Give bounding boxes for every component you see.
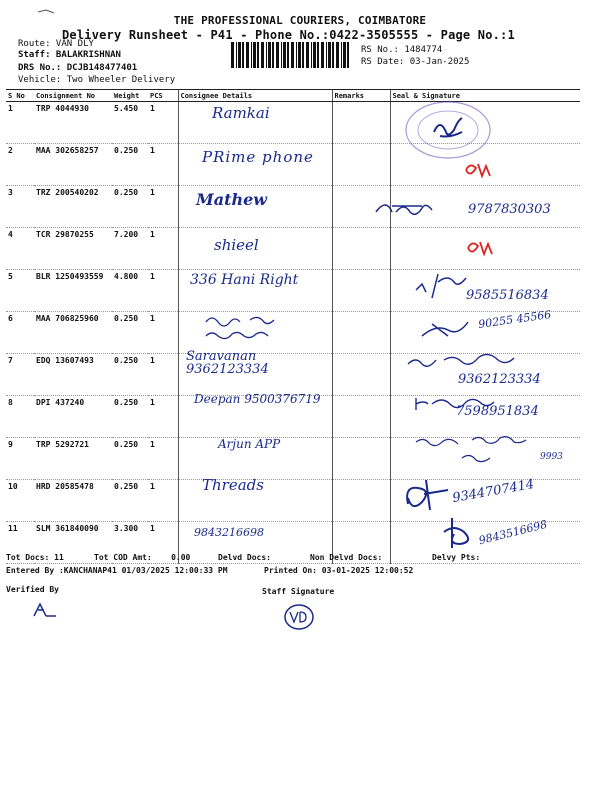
cell-pcs: 1 bbox=[148, 480, 178, 522]
cell-remarks-area bbox=[332, 270, 390, 312]
consignee-hw-8: Deepan 9500376719 bbox=[194, 392, 321, 406]
cell-cno: TRZ 200540202 bbox=[34, 186, 112, 228]
delivered-docs: Delvd Docs: bbox=[218, 553, 271, 562]
cell-weight: 0.250 bbox=[112, 480, 148, 522]
col-remarks: Remarks bbox=[332, 90, 390, 102]
runsheet-subtitle: Delivery Runsheet - P41 - Phone No.:0422-3505555 - Page No.:1 bbox=[62, 28, 515, 42]
cell-pcs: 1 bbox=[148, 312, 178, 354]
cell-pcs: 1 bbox=[148, 396, 178, 438]
cell-cno: BLR 1250493559 bbox=[34, 270, 112, 312]
cell-cno: EDQ 13607493 bbox=[34, 354, 112, 396]
entered-by: Entered By :KANCHANAP41 01/03/2025 12:00:33 PM bbox=[6, 566, 228, 575]
delivery-stamp bbox=[400, 96, 500, 160]
cell-weight: 0.250 bbox=[112, 354, 148, 396]
rs-number: RS No.: 1484774 bbox=[361, 45, 443, 55]
cell-cno: MAA 302658257 bbox=[34, 144, 112, 186]
cell-cno: MAA 706825960 bbox=[34, 312, 112, 354]
signature-3 bbox=[372, 196, 442, 220]
signature-10 bbox=[398, 474, 458, 514]
cell-remarks-area bbox=[332, 438, 390, 480]
route-label: Route: VAN DLY bbox=[18, 39, 94, 49]
cell-cno: TRP 5292721 bbox=[34, 438, 112, 480]
cell-weight: 7.200 bbox=[112, 228, 148, 270]
seal-phone-9: 9993 bbox=[540, 452, 563, 462]
consignee-hw-2: PRime phone bbox=[202, 148, 314, 166]
seal-phone-3: 9787830303 bbox=[468, 202, 551, 217]
seal-phone-5: 9585516834 bbox=[466, 288, 549, 303]
cell-cno: SLM 361840090 bbox=[34, 522, 112, 564]
cell-sno: 5 bbox=[6, 270, 34, 312]
verified-by-label: Verified By bbox=[6, 585, 59, 594]
cell-weight: 0.250 bbox=[112, 312, 148, 354]
cell-weight: 0.250 bbox=[112, 186, 148, 228]
cell-pcs: 1 bbox=[148, 102, 178, 144]
delivery-points: Delvy Pts: bbox=[432, 553, 481, 562]
company-title: THE PROFESSIONAL COURIERS, COIMBATORE bbox=[173, 14, 427, 27]
cell-remarks-area bbox=[332, 354, 390, 396]
consignee-hw-3: Mathew bbox=[196, 190, 268, 209]
cell-sno: 8 bbox=[6, 396, 34, 438]
cell-pcs: 1 bbox=[148, 144, 178, 186]
consignee-hw-11: 9843216698 bbox=[194, 526, 264, 539]
cell-remarks-area bbox=[332, 480, 390, 522]
cell-weight: 3.300 bbox=[112, 522, 148, 564]
seal-phone-8: 7598951834 bbox=[456, 404, 539, 419]
col-sno: S No bbox=[6, 90, 34, 102]
rs-date: RS Date: 03-Jan-2025 bbox=[361, 57, 470, 67]
cell-remarks-area bbox=[332, 312, 390, 354]
cell-weight: 0.250 bbox=[112, 438, 148, 480]
non-delivered-docs: Non Delvd Docs: bbox=[310, 553, 383, 562]
cell-cno: TRP 4044930 bbox=[34, 102, 112, 144]
total-docs: Tot Docs: 11 bbox=[6, 553, 64, 562]
cell-pcs: 1 bbox=[148, 270, 178, 312]
col-weight: Weight bbox=[112, 90, 148, 102]
cell-pcs: 1 bbox=[148, 522, 178, 564]
cell-pcs: 1 bbox=[148, 228, 178, 270]
consignee-hw-7: Saravanan 9362123334 bbox=[186, 349, 269, 377]
staff-signature-label: Staff Signature bbox=[262, 587, 335, 596]
cell-sno: 6 bbox=[6, 312, 34, 354]
seal-phone-10: 9344707414 bbox=[451, 476, 536, 507]
consignee-hw-10: Threads bbox=[202, 476, 264, 494]
cell-remarks-area bbox=[332, 144, 390, 186]
red-mark-4 bbox=[462, 236, 502, 260]
cell-pcs: 1 bbox=[148, 354, 178, 396]
signature-7 bbox=[404, 350, 554, 372]
cell-remarks-area bbox=[332, 228, 390, 270]
cell-sno: 7 bbox=[6, 354, 34, 396]
col-consignment: Consignment No bbox=[34, 90, 112, 102]
staff-signature-mark bbox=[282, 602, 316, 632]
vehicle-label: Vehicle: Two Wheeler Delivery bbox=[18, 75, 176, 85]
cell-sno: 2 bbox=[6, 144, 34, 186]
seal-phone-6: 90255 45566 bbox=[477, 307, 553, 332]
col-consignee: Consignee Details bbox=[178, 90, 332, 102]
cell-cno: DPI 437240 bbox=[34, 396, 112, 438]
cell-pcs: 1 bbox=[148, 186, 178, 228]
seal-phone-11: 9843516698 bbox=[477, 517, 549, 548]
printed-on: Printed On: 03-01-2025 12:00:52 bbox=[264, 566, 414, 575]
cell-sno: 9 bbox=[6, 438, 34, 480]
cell-cno: TCR 29870255 bbox=[34, 228, 112, 270]
cell-cno: HRD 20585478 bbox=[34, 480, 112, 522]
cell-weight: 0.250 bbox=[112, 144, 148, 186]
red-mark-2 bbox=[460, 156, 500, 180]
col-seal: Seal & Signature bbox=[390, 90, 580, 102]
cell-sno: 1 bbox=[6, 102, 34, 144]
col-pcs: PCS bbox=[148, 90, 178, 102]
cell-weight: 5.450 bbox=[112, 102, 148, 144]
consignee-hw-9: Arjun APP bbox=[218, 437, 281, 451]
total-cod: Tot COD Amt: 0.00 bbox=[94, 553, 191, 562]
cell-sno: 11 bbox=[6, 522, 34, 564]
consignee-hw-5: 336 Hani Right bbox=[190, 272, 299, 288]
cell-sno: 10 bbox=[6, 480, 34, 522]
cell-sno: 3 bbox=[6, 186, 34, 228]
barcode bbox=[231, 42, 353, 68]
staff-label: Staff: BALAKRISHNAN bbox=[18, 50, 121, 60]
cell-pcs: 1 bbox=[148, 438, 178, 480]
drs-number: DRS No.: DCJB148477401 bbox=[18, 63, 138, 73]
seal-phone-7: 9362123334 bbox=[458, 372, 541, 387]
cell-weight: 0.250 bbox=[112, 396, 148, 438]
cell-weight: 4.800 bbox=[112, 270, 148, 312]
verified-signature bbox=[30, 600, 60, 620]
cell-remarks-area bbox=[332, 396, 390, 438]
consignee-hw-1: Ramkai bbox=[212, 104, 270, 122]
cell-remarks-area bbox=[332, 102, 390, 144]
cell-sno: 4 bbox=[6, 228, 34, 270]
consignee-hw-4: shieel bbox=[214, 236, 259, 254]
consignee-scribble-6 bbox=[200, 312, 320, 342]
